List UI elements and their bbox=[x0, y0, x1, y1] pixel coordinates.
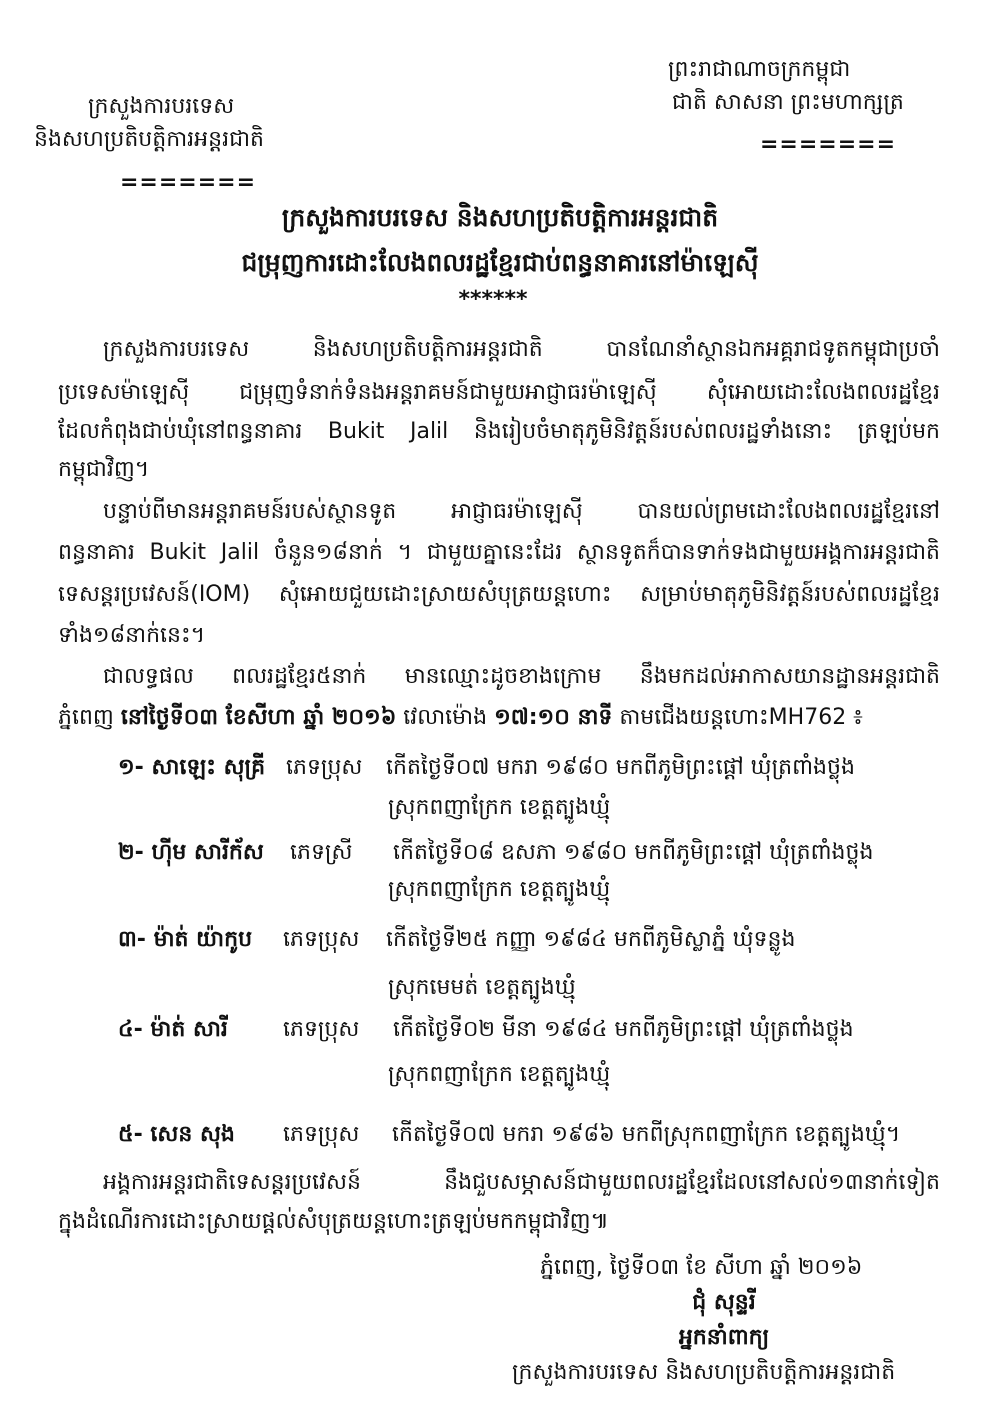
place-and-date: ភ្នំពេញ, ថ្ងៃទី០៣ ខែ សីហា ឆ្នាំ ២០១៦ bbox=[540, 1255, 863, 1280]
closing-line1: អង្គការអន្តរជាតិទេសន្តរប្រវេសន៍ នឹងជួបសម្ភាសន៍ជាមួយពលរដ្ឋខ្មែរដែលនៅសល់១៣នាក់ទៀត bbox=[103, 1170, 940, 1195]
detainee-5-birth: កើតថ្ងៃទី០៧ មករា ១៩៨៦ មកពីស្រុកពញាក្រែក ខេត្តត្បូងឃ្មុំ។ bbox=[392, 1122, 901, 1147]
signatory-role: អ្នកនាំពាក្យ bbox=[678, 1325, 770, 1350]
detainee-4-gender: ភេទប្រុស bbox=[283, 1017, 360, 1042]
detainee-2-birth: កើតថ្ងៃទី០៨ ឧសភា ១៩៨០ មកពីភូមិព្រះផ្តៅ ឃុំត្រពាំងថ្លុង bbox=[393, 840, 874, 865]
kingdom-heading: ព្រះរាជាណាចក្រកម្ពុជា bbox=[668, 57, 851, 82]
detainee-1-name: ១- សាឡេះ សុគ្រី bbox=[118, 755, 266, 780]
arrival-time-label: វេលាម៉ោង bbox=[396, 705, 495, 730]
detainee-5-gender: ភេទប្រុស bbox=[283, 1122, 360, 1147]
detainee-4-name: ៤- ម៉ាត់ សារី bbox=[118, 1017, 228, 1042]
title-ornament: ****** bbox=[458, 287, 528, 312]
national-motto: ជាតិ សាសនា ព្រះមហាក្សត្រ bbox=[672, 90, 904, 115]
detainee-4-birth: កើតថ្ងៃទី០២ មីនា ១៩៨៤ មកពីភូមិព្រះផ្តៅ ឃុំត្រពាំងថ្លុង bbox=[393, 1017, 854, 1042]
flight-number: តាមជើងយន្តហោះMH762 ៖ bbox=[612, 705, 863, 730]
ministry-name-line2: និងសហប្រតិបត្តិការអន្តរជាតិ bbox=[34, 127, 264, 152]
detainee-1-gender: ភេទប្រុស bbox=[286, 755, 363, 780]
detainee-5-name: ៥- សេន សុង bbox=[118, 1122, 235, 1147]
detainee-4-origin: ស្រុកពញាក្រែក ខេត្តត្បូងឃ្មុំ bbox=[388, 1062, 611, 1087]
paragraph2-line4: ទាំង១៨នាក់នេះ។ bbox=[58, 623, 206, 648]
paragraph1-line3: ដែលកំពុងជាប់ឃុំនៅពន្ធនាគារ Bukit Jalil និងរៀបចំមាតុភូមិនិវត្តន៍របស់ពលរដ្ឋទាំងនោះ ត្រឡប់មក bbox=[58, 419, 940, 444]
arrival-time: ១៧:១០ នាទី bbox=[494, 705, 613, 730]
detainee-1-origin: ស្រុកពញាក្រែក ខេត្តត្បូងឃ្មុំ bbox=[388, 795, 611, 820]
paragraph2-line3: ទេសន្តរប្រវេសន៍(IOM) សុំអោយជួយដោះស្រាយសំបុត្រយន្តហោះ សម្រាប់មាតុភូមិនិវត្តន៍របស់ពលរដ្ឋខ្មែរ bbox=[58, 582, 940, 607]
signatory-name: ជុំ សុន្ទរី bbox=[692, 1290, 756, 1315]
paragraph1-line1: ក្រសួងការបរទេស និងសហប្រតិបត្តិការអន្តរជាតិ បានណែនាំស្ថានឯកអគ្គរាជទូតកម្ពុជាប្រចាំ bbox=[103, 337, 940, 362]
paragraph3-line1: ជាលទ្ធផល ពលរដ្ឋខ្មែរ៥នាក់ មានឈ្មោះដូចខាងក្រោម នឹងមកដល់អាកាសយានដ្ឋានអន្តរជាតិ bbox=[103, 664, 940, 689]
paragraph2-line1: បន្ទាប់ពីមានអន្តរាគមន៍របស់ស្ថានទូត អាជ្ញាធរម៉ាឡេស៊ី បានយល់ព្រមដោះលែងពលរដ្ឋខ្មែរនៅ bbox=[103, 499, 940, 524]
header-right-separator: ======= bbox=[760, 132, 897, 157]
header-left-separator: ======= bbox=[120, 170, 257, 195]
detainee-3-gender: ភេទប្រុស bbox=[283, 927, 360, 952]
document-title-line1: ក្រសួងការបរទេស និងសហប្រតិបត្តិការអន្តរជាតិ bbox=[281, 203, 719, 232]
arrival-date: នៅថ្ងៃទី០៣ ខែសីហា ឆ្នាំ ២០១៦ bbox=[120, 705, 397, 730]
closing-line2: ក្នុងដំណើរការដោះស្រាយផ្តល់សំបុត្រយន្តហោះត្រឡប់មកកម្ពុជាវិញ៕ bbox=[58, 1209, 609, 1234]
detainee-3-birth: កើតថ្ងៃទី២៥ កញ្ញា ១៩៨៤ មកពីភូមិស្លាភ្នំ ឃុំទន្លូង bbox=[386, 927, 796, 952]
detainee-2-origin: ស្រុកពញាក្រែក ខេត្តត្បូងឃ្មុំ bbox=[388, 877, 611, 902]
detainee-1-birth: កើតថ្ងៃទី០៧ មករា ១៩៨០ មកពីភូមិព្រះផ្តៅ ឃុំត្រពាំងថ្លុង bbox=[386, 755, 855, 780]
detainee-2-gender: ភេទស្រី bbox=[290, 840, 353, 865]
signatory-ministry: ក្រសួងការបរទេស និងសហប្រតិបត្តិការអន្តរជាតិ bbox=[512, 1360, 896, 1385]
document-title-line2: ជម្រុញការដោះលែងពលរដ្ឋខ្មែរជាប់ពន្ធនាគារនៅម៉ាឡេស៊ី bbox=[241, 248, 759, 277]
paragraph3-line2 bbox=[58, 698, 863, 738]
detainee-3-name: ៣- ម៉ាត់ យ៉ាកូប bbox=[118, 927, 253, 952]
paragraph1-line4: កម្ពុជាវិញ។ bbox=[58, 457, 150, 482]
arrival-city: ភ្នំពេញ bbox=[58, 705, 121, 730]
paragraph2-line2: ពន្ធនាគារ Bukit Jalil ចំនួន១៨នាក់ ។ ជាមួយគ្នានេះដែរ ស្ថានទូតក៏បានទាក់ទងជាមួយអង្គការអន្តរជាតិ bbox=[58, 540, 940, 565]
ministry-name-line1: ក្រសួងការបរទេស bbox=[88, 94, 235, 119]
paragraph1-line2: ប្រទេសម៉ាឡេស៊ី ជម្រុញទំនាក់ទំនងអន្តរាគមន៍ជាមួយអាជ្ញាធរម៉ាឡេស៊ី សុំអោយដោះលែងពលរដ្ឋខ្មែរ bbox=[58, 380, 940, 405]
detainee-2-name: ២- ហ៊ីម សារីក័ស bbox=[118, 840, 264, 865]
detainee-3-origin: ស្រុកមេមត់ ខេត្តត្បូងឃ្មុំ bbox=[388, 975, 576, 1000]
